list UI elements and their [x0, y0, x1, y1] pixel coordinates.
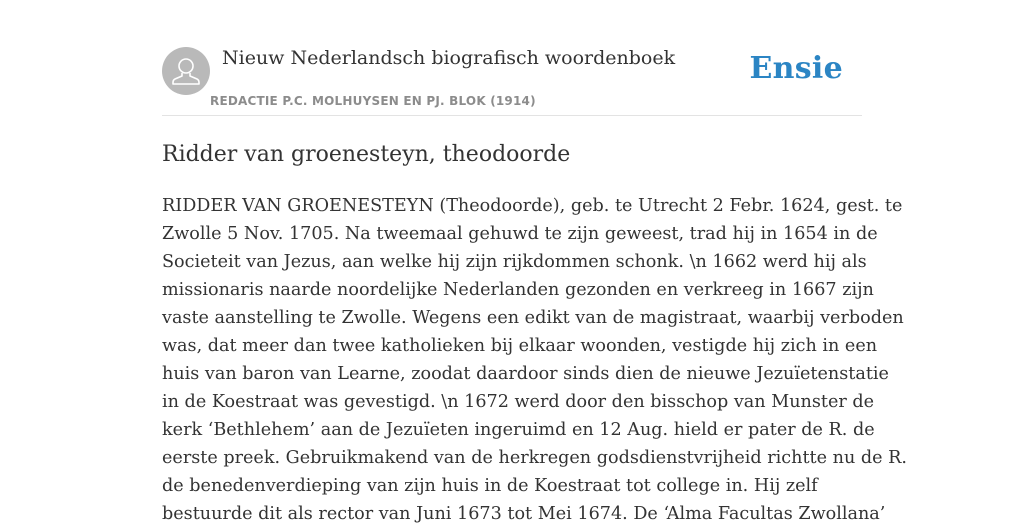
article-line: vaste aanstelling te Zwolle. Wegens een edikt van de magistraat, waarbij verboden	[162, 308, 904, 328]
article-line: Zwolle 5 Nov. 1705. Na tweemaal gehuwd te zijn geweest, trad hij in 1654 in de	[162, 224, 878, 244]
article-line: huis van baron van Learne, zoodat daardoor sinds dien de nieuwe Jezuïetenstatie	[162, 364, 889, 384]
source-title[interactable]: Nieuw Nederlandsch biografisch woordenboek	[222, 47, 676, 69]
article-line: missionaris naarde noordelijke Nederlanden gezonden en verkreeg in 1667 zijn	[162, 280, 874, 300]
article-line: de benedenverdieping van zijn huis in de Koestraat tot college in. Hij zelf	[162, 476, 818, 496]
article-title: Ridder van groenesteyn, theodoorde	[162, 142, 571, 167]
article-line: was, dat meer dan twee katholieken bij elkaar woonden, vestigde hij zich in een	[162, 336, 878, 356]
article-body	[162, 192, 907, 528]
source-header	[162, 46, 862, 116]
header-divider	[162, 115, 862, 116]
user-silhouette-icon	[162, 47, 210, 95]
article-line: Societeit van Jezus, aan welke hij zijn rijkdommen schonk. \n 1662 werd hij als	[162, 252, 867, 272]
source-editors: REDACTIE P.C. MOLHUYSEN EN PJ. BLOK (1914)	[210, 94, 536, 108]
article-line: bestuurde dit als rector van Juni 1673 tot Mei 1674. De ‘Alma Facultas Zwollana’	[162, 504, 886, 524]
article-line: in de Koestraat was gevestigd. \n 1672 werd door den bisschop van Munster de	[162, 392, 875, 412]
article-line: RIDDER VAN GROENESTEYN (Theodoorde), geb. te Utrecht 2 Febr. 1624, gest. te	[162, 196, 903, 216]
article-line: eerste preek. Gebruikmakend van de herkregen godsdienstvrijheid richtte nu de R.	[162, 448, 907, 468]
ensie-logo[interactable]: Ensie	[749, 51, 843, 86]
article-line: kerk ‘Bethlehem’ aan de Jezuïeten ingeruimd en 12 Aug. hield er pater de R. de	[162, 420, 875, 440]
avatar[interactable]	[162, 47, 210, 95]
